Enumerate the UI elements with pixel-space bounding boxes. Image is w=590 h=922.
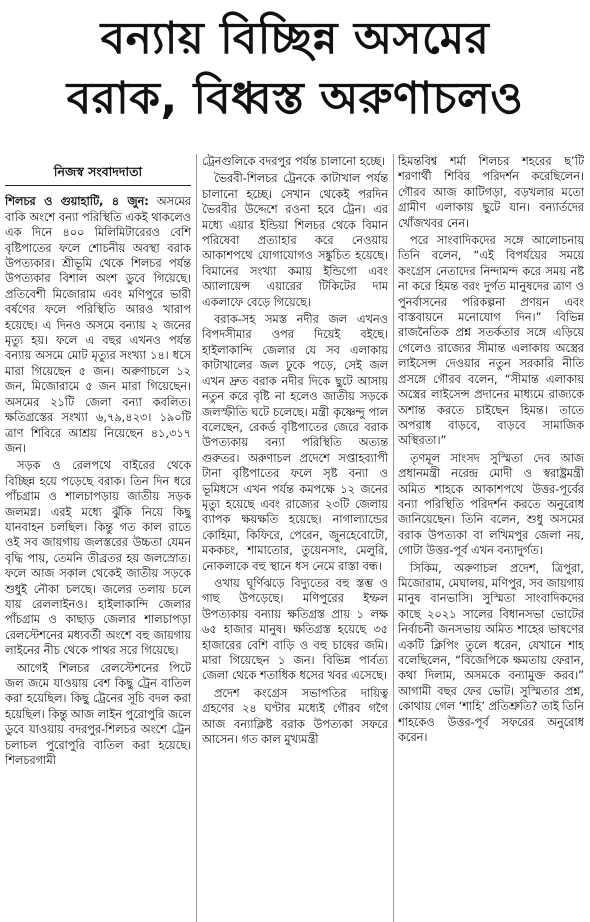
column-divider [393,154,394,922]
paragraph: তৃণমূল সাংসদ সুস্মিতা দেব আজ প্রধানমন্ত্রী নরেন্দ্র মোদী ও স্বরাষ্ট্রমন্ত্রী অমিত শাহকে আকাশপথে উত্তর-পূর্বের বন্যা পরিস্থিতি পরিদর্শন করতে অনুরোধ জানিয়েছেন। তিনি বলেন, শুধু অসমের বরাক উপত্যকা বা লখিমপুর জেলা নয়, গোটা উত্তর-পূর্ব এখন বন্যাদুর্গত। [398,451,584,558]
paragraph: হিমন্তবিশ্ব শর্মা শিলচর শহরের ছ’টি শরণার্থী শিবির পরিদর্শন করেছিলেন। গৌরব আজ কাটিগড়া, বড়খলার মতো গ্রামীণ এলাকায় ছুটে যান। বন্যার্তদের খোঁজখবর নেন। [398,155,584,230]
paragraph: সিকিম, অরুণাচল প্রদেশ, ত্রিপুরা, মিজোরাম, মেঘালয়, মণিপুর, সব জায়গায় মানুষ বানভাসি। সুস্মিতা সাংবাদিকদের কাছে ২০২১ সালের বিধানসভা ভোটের নির্বাচনী জনসভায় অমিত শাহের ভাষণের একটি ক্লিপিং তুলে ধরেন, যেখানে শাহ বলেছিলেন, “বিজেপিকে ক্ষমতায় ফেরান, কথা দিলাম, অসমকে বন্যামুক্ত করব।” আগামী বছর ফের ভোট। সুস্মিতার প্রশ্ন, কোথায় গেল ‘শাহি’ প্রতিশ্রুতি? তাই তিনি শাহকেও উত্তর-পূর্ব সফরের অনুরোধ করেন। [398,561,584,745]
paragraph: ওখায় ঘূর্ণিঝড়ে বিদ্যুতের বহু স্তম্ভ ও গাছ উপড়েছে। মণিপুরের ইম্ফল উপত্যকায় বন্যায় ক্ষতিগ্রস্ত প্রায় ১ লক্ষ ৬৫ হাজার মানুষ। ক্ষতিগ্রস্ত হয়েছে ৩৫ হাজারের বেশি বাড়ি ও বহু চাষের জমি। মারা গিয়েছেন ১ জন। বিভিন্ন পার্বত্য জেলা থেকে শতাধিক ধসের খবর এসেছে। [202,576,388,683]
article-column-3 [398,154,584,922]
byline: নিজস্ব সংবাদদাতা [5,160,191,186]
paragraph: ভৈরবী-শিলচর ট্রেনকে কাটাখাল পর্যন্ত চালানো হচ্ছে। সেখান থেকেই পরদিন ভৈরবীর উদ্দেশে রওনা হবে ট্রেন। এর মধ্যে এয়ার ইন্ডিয়া শিলচর থেকে বিমান পরিষেবা প্রত্যাহার করে নেওয়ায় আকাশপথে যোগাযোগও সঙ্কুচিত হয়েছে। বিমানের সংখ্যা কমায় ইন্ডিগো এবং অ্যালায়েন্স এয়ারের টিকিটের দাম একলাফে বেড়ে গিয়েছে। [202,172,388,309]
paragraph: পরে সাংবাদিকদের সঙ্গে আলোচনায় তিনি বলেন, “এই বিপর্যয়ের সময়ে কংগ্রেস নেতাদের নিন্দামন্দ করে সময় নষ্ট না করে হিমন্ত বরং দুর্গত মানুষদের ত্রাণ ও পুনর্বাসনের পরিকল্পনা প্রণয়ন এবং বাস্তবায়নে মনোযোগ দিন।” বিভিন্ন রাজনৈতিক প্রশ্ন সতর্কতার সঙ্গে এড়িয়ে গেলেও রাজ্যের সীমান্ত এলাকায় অস্ত্রের লাইসেন্স দেওয়ার নতুন সরকারি নীতি প্রসঙ্গে গৌরব বলেন, “সীমান্ত এলাকায় অস্ত্রের লাইসেন্স প্রদানের মাধ্যমে রাজ্যকে অশান্ত করতে চাইছেন হিমন্ত। তাতে অপরাধ বাড়বে, বাড়বে সামাজিক অস্থিরতা।” [398,234,584,448]
paragraph: সড়ক ও রেলপথে বাইরের থেকে বিচ্ছিন্ন হয়ে পড়েছে বরাক। তিন দিন ধরে পাঁচগ্রাম ও শালচাপড়ায় জাতীয় সড়ক জলমগ্ন। এরই মধ্যে ঝুঁকি নিয়ে কিছু যানবাহন চলছিল। কিন্তু গত কাল রাতে ওই সব জায়গায় জলস্তরের উচ্চতা যেমন বৃদ্ধি পায়, তেমনি তীব্রতর হয় জলস্রোত। ফলে আজ সকাল থেকেই জাতীয় সড়কে শুধুই নৌকা চলছে। জলের তলায় চলে যায় রেললাইনও। হাইলাকান্দি জেলার পাঁচগ্রাম ও কাছাড় জেলার শালচাপড়া রেলস্টেশনের মধ্যবর্তী অংশে বহু জায়গায় লাইনের নীচ থেকে পাথর সরে গিয়েছে। [5,459,191,658]
article-column-1 [5,154,191,922]
dateline: শিলচর ও গুয়াহাটি, ৪ জুন: [5,195,149,209]
paragraph: আগেই শিলচর রেলস্টেশনের পিটে জল জমে যাওয়ায় বেশ কিছু ট্রেন বাতিল করা হয়েছিল। কিছু ট্রেনের সূচি বদল করা হয়েছিল। কিন্তু আজ লাইন পুরোপুরি জলে ডুবে যাওয়ায় বদরপুর-শিলচর অংশে ট্রেন চলাচল পুরোপুরি বাতিল করা হয়েছে। শিলচরগামী [5,661,191,768]
paragraph: বরাক-সহ সমস্ত নদীর জল এখনও বিপদসীমার ওপর দিয়েই বইছে। হাইলাকান্দি জেলার যে সব এলাকায় কাটাখালের জল ঢুকে পড়ে, সেই জল এখন দ্রুত বরাক নদীর দিকে ছুটে আসায় নতুন করে বৃষ্টি না হলেও জাতীয় সড়কে জলস্ফীতি ঘটে চলেছে। মন্ত্রী কৃষ্ণেন্দু পাল বলেছেন, রেকর্ড বৃষ্টিপাতের জেরে বরাক উপত্যকায় বন্যা পরিস্থিতি অত্যন্ত গুরুতর। অরুণাচল প্রদেশে সপ্তাহব্যাপী টানা বৃষ্টিপাতের ফলে সৃষ্ট বন্যা ও ভূমিধসে এখন পর্যন্ত কমপক্ষে ১২ জনের মৃত্যু হয়েছে এবং রাজ্যের ২৩টি জেলায় ব্যাপক ক্ষয়ক্ষতি হয়েছে। নাগাল্যান্ডের কোহিমা, কিফিরে, পেরেন, জুনহেবোটো, মককচং, শামাতোর, তুয়েনসাং, মেলুরি, নোকলাকে বহু স্থানে ধস নেমে রাস্তা বন্ধ। [202,313,388,573]
paragraph: ট্রেনগুলিকে বদরপুর পর্যন্ত চালানো হচ্ছে। [202,155,385,168]
paragraph: প্রদেশ কংগ্রেস সভাপতির দায়িত্ব গ্রহণের ২৪ ঘণ্টার মধ্যেই গৌরব গগৈ আজ বন্যাক্লিষ্ট বরাক উপত্যকা সফরে আসেন। গত কাল মুখ্যমন্ত্রী [202,686,388,747]
article-column-2 [202,154,388,922]
headline-line-1: বন্যায় বিচ্ছিন্ন অসমের [100,13,490,64]
headline-line-2: বরাক, বিধ্বস্ত অরুণাচলও [66,73,524,124]
paragraph-text: অসমের বাকি অংশে বন্যা পরিস্থিতি একই থাকলেও এক দিনে ৪০০ মিলিমিটারেরও বেশি বৃষ্টিপাতের ফলে শোচনীয় অবস্থা বরাক উপত্যকার। শ্রীভূমি থেকে শিলচর পর্যন্ত উপত্যকার বিশাল অংশ ডুবে গিয়েছে। প্রতিবেশী মিজোরাম এবং মণিপুরে ভারী বর্ষণের ফলে পরিস্থিতি আরও খারাপ হয়েছে। এ দিনও অসমে বন্যায় ২ জনের মৃত্যু হয়। ফলে এ বছর এখনও পর্যন্ত বন্যায় অসমে মোট মৃত্যুর সংখ্যা ১৪। ধসে মারা গিয়েছেন ৫ জন। অরুণাচলে ১২ জন, মিজোরামে ৫ জন মারা গিয়েছেন। অসমের ২১টি জেলা বন্যা কবলিত। ক্ষতিগ্রস্তের সংখ্যা ৬,৭৯,৪২৩। ১৯০টি ত্রাণ শিবিরে আশ্রয় নিয়েছেন ৪১,৩১৭ জন। [5,195,191,455]
paragraph [5,194,191,456]
column-divider [196,154,197,922]
